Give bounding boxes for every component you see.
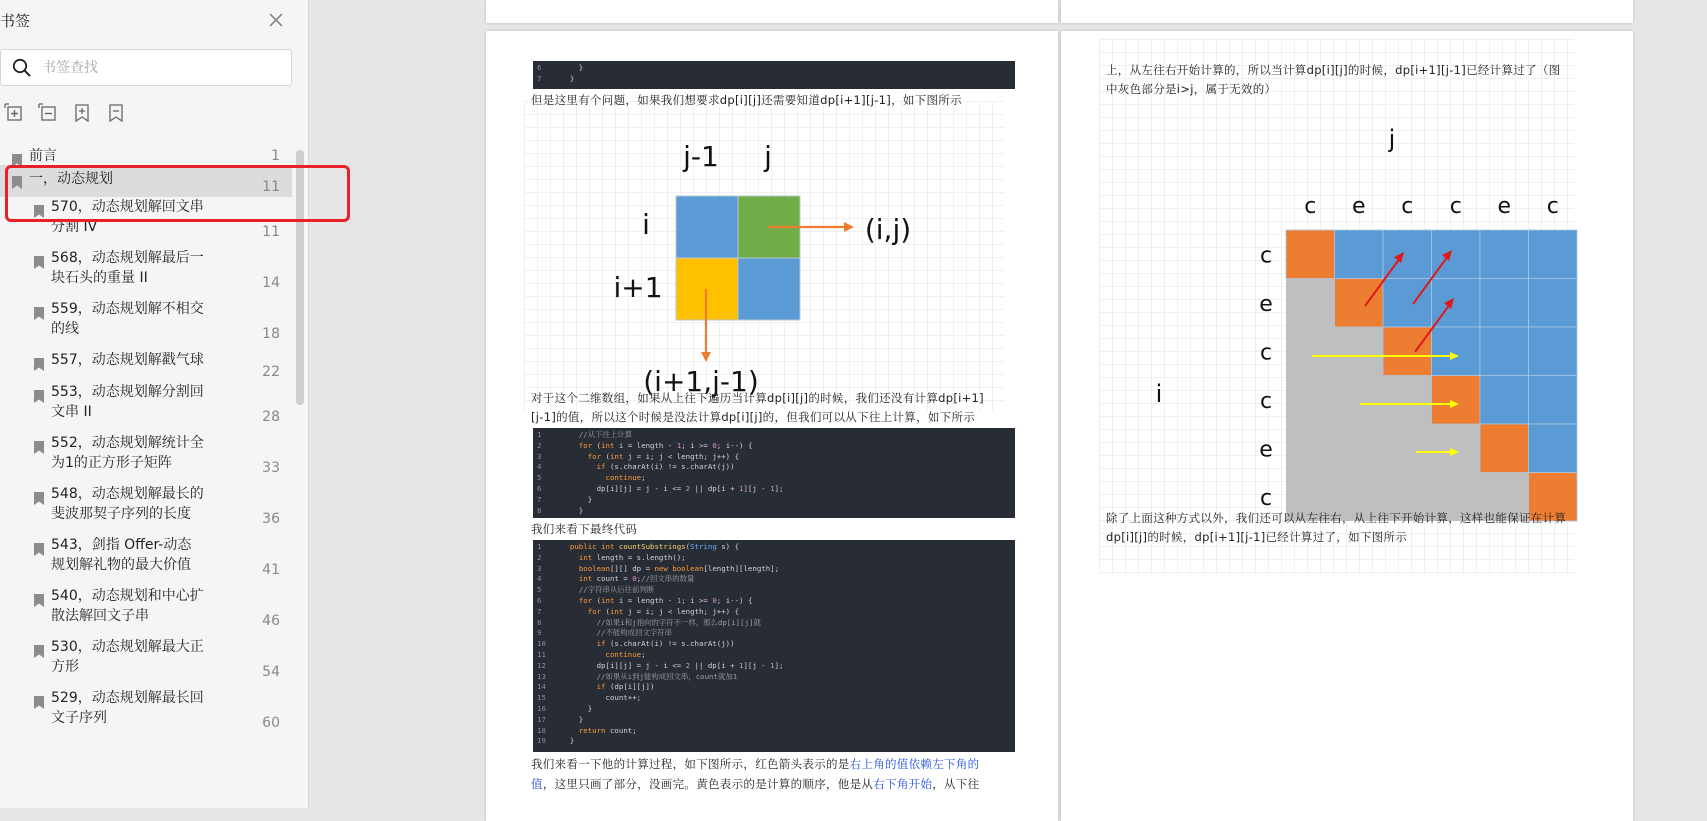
cell-label: (i,j) [864, 213, 912, 246]
code-line: 9 //不能构成回文字符串 [537, 628, 673, 638]
search-icon [12, 58, 32, 78]
code-line: 7 for (int j = i; j < length; j++) { [537, 606, 740, 616]
row-char-label: c [1259, 485, 1273, 511]
paragraph: dp[i][j]的时候，dp[i+1][j-1]已经计算过了，如下图所示 [1106, 530, 1408, 544]
page-previous-right [1061, 0, 1633, 23]
invalid-cell [1286, 376, 1335, 425]
bookmark-label: 568，动态规划解最后一 块石头的重量 II [51, 250, 204, 286]
dp-cell [1480, 230, 1529, 279]
bookmark-page-number: 11 [262, 179, 280, 195]
close-icon[interactable] [267, 11, 285, 29]
bookmark-icon [34, 254, 44, 267]
page-previous-left [486, 0, 1058, 23]
code-line: 18 return count; [537, 725, 637, 735]
bookmark-page-number: 14 [262, 275, 280, 291]
invalid-cell [1335, 376, 1384, 425]
code-line: 14 if (dp[i][j]) [537, 682, 655, 692]
bookmark-page-number: 11 [262, 224, 280, 240]
bookmark-item[interactable] [0, 484, 292, 535]
bookmark-search-input[interactable] [42, 56, 282, 80]
column-char-label: c [1304, 194, 1317, 219]
bookmark-page-number: 33 [262, 460, 280, 476]
column-char-label: c [1449, 194, 1462, 219]
bookmark-label: 529，动态规划解最长回 文子序列 [51, 690, 204, 726]
bookmark-label: 前言 [29, 148, 57, 164]
bookmark-item[interactable] [0, 586, 292, 637]
dp-cell [1383, 279, 1432, 328]
bookmark-label: 559，动态规划解不相交 的线 [51, 301, 204, 337]
column-char-label: e [1497, 194, 1512, 219]
code-line: 16 } [537, 703, 593, 713]
page-left [486, 31, 1058, 821]
dp-cell [1480, 327, 1529, 376]
dp-cell [1529, 230, 1578, 279]
bookmark-page-number: 28 [262, 409, 280, 425]
bookmark-label: 540，动态规划和中心扩 散法解回文子串 [51, 588, 204, 624]
cell-blue [676, 196, 738, 258]
bookmark-label: 553，动态规划解分割回 文串 II [51, 384, 204, 420]
code-line: 4 int count = 0;//回文串的数量 [537, 574, 695, 584]
paragraph: 值，这里只画了部分，没画完。黄色表示的是计算的顺序，他是从右下角开始，从下往 [531, 777, 980, 791]
bookmark-page-number: 22 [262, 364, 280, 380]
column-char-label: c [1401, 194, 1414, 219]
bookmark-label: 一，动态规划 [29, 171, 113, 187]
code-line: 7 } [537, 73, 575, 83]
paragraph: 我们来看下最终代码 [531, 522, 638, 536]
bookmark-page-number: 60 [262, 715, 280, 731]
row-char-label: e [1259, 291, 1273, 317]
invalid-cell [1335, 424, 1384, 473]
diagonal-cell [1335, 279, 1384, 328]
bookmark-label: 548，动态规划解最长的 斐波那契子序列的长度 [51, 486, 204, 522]
dp-table-figure [1141, 121, 1561, 571]
code-line: 3 for (int j = i; j < length; j++) { [537, 451, 740, 461]
column-char-label: c [1546, 194, 1559, 219]
paragraph: 但是这里有个问题，如果我们想要求dp[i][j]还需要知道dp[i+1][j-1]，如下图所示 [531, 93, 962, 107]
code-line: 8 } [537, 505, 584, 515]
col-label: j [764, 140, 772, 173]
bookmark-icon [34, 643, 44, 656]
paragraph: 除了上面这种方式以外，我们还可以从左往右，从上往下开始计算，这样也能保证在计算 [1106, 511, 1567, 525]
dp-cell [1480, 376, 1529, 425]
bookmark-item[interactable] [0, 248, 292, 299]
bookmark-panel [0, 0, 309, 808]
bookmark-icon [12, 174, 22, 187]
bookmark-icon [34, 694, 44, 707]
bookmark-page-number: 1 [271, 148, 280, 164]
code-line: 13 //如果从i到j能构成回文串，count就加1 [537, 671, 738, 681]
invalid-cell [1286, 424, 1335, 473]
code-line: 5 //字符串从后往前判断 [537, 585, 655, 595]
code-line: 1 public int countSubstrings(String s) { [537, 542, 740, 551]
bookmark-item[interactable] [0, 350, 292, 382]
code-line: 1 //从下往上计算 [537, 430, 633, 439]
diagonal-cell [1432, 376, 1481, 425]
code-line: 7 } [537, 494, 593, 504]
dp-cell [1529, 376, 1578, 425]
code-block-iteration [533, 428, 1015, 518]
code-line: 19 } [537, 736, 575, 746]
code-line: 12 dp[i][j] = j - i <= 2 || dp[i + 1][j - 1]; [537, 660, 784, 670]
bookmark-item[interactable] [0, 165, 292, 197]
dp-cell [1529, 279, 1578, 328]
cell-blue [738, 258, 800, 320]
bookmark-icon [34, 439, 44, 452]
invalid-cell [1383, 376, 1432, 425]
code-line: 6 for (int i = length - 1; i >= 0; i--) { [537, 595, 753, 605]
dp-neighbor-figure [613, 109, 912, 399]
code-line: 6 dp[i][j] = j - i <= 2 || dp[i + 1][j - 1]; [537, 483, 784, 493]
add-bookmark-icon[interactable] [72, 103, 92, 123]
bookmark-search-field[interactable] [0, 49, 292, 86]
bookmark-icon [34, 592, 44, 605]
row-char-label: e [1259, 437, 1273, 463]
bookmark-item[interactable] [0, 535, 292, 586]
column-char-label: e [1351, 194, 1366, 219]
bookmark-icon [34, 490, 44, 503]
panel-title: 书签 [0, 12, 31, 30]
dp-cell [1480, 279, 1529, 328]
code-line: 4 if (s.charAt(i) != s.charAt(j)) [537, 462, 735, 472]
bookmark-icon [12, 152, 22, 165]
paragraph: 中灰色部分是i>j，属于无效的） [1106, 82, 1277, 96]
code-line: 3 boolean[][] dp = new boolean[length][length]; [537, 563, 780, 573]
row-label: i+1 [613, 271, 663, 304]
paragraph: 我们来看一下他的计算过程，如下图所示，红色箭头表示的是右上角的值依赖左下角的 [531, 757, 980, 771]
code-line: 17 } [537, 714, 584, 724]
code-line: 11 continue; [537, 649, 646, 659]
code-line: 5 continue; [537, 473, 646, 483]
document-viewer[interactable] [309, 0, 1707, 808]
cell-label: (i+1,j-1) [643, 365, 759, 398]
sidebar-scrollbar[interactable] [296, 150, 304, 405]
bookmark-label: 552，动态规划解统计全 为1的正方形子矩阵 [51, 435, 204, 471]
code-line: 6 } [537, 63, 584, 72]
bookmark-page-number: 36 [262, 511, 280, 527]
bookmark-page-number: 46 [262, 613, 280, 629]
bookmark-icon [34, 388, 44, 401]
invalid-cell [1335, 327, 1384, 376]
dp-cell [1432, 327, 1481, 376]
bookmark-page-number: 54 [262, 664, 280, 680]
bookmark-page-number: 18 [262, 326, 280, 342]
bookmark-icon[interactable] [106, 103, 126, 123]
bookmark-icon [34, 356, 44, 369]
code-line: 2 int length = s.length(); [537, 552, 686, 562]
axis-label: j [1388, 125, 1396, 153]
bookmark-item[interactable] [0, 433, 292, 484]
diagonal-cell [1286, 230, 1335, 279]
invalid-cell [1383, 424, 1432, 473]
dp-cell [1529, 327, 1578, 376]
bookmark-icon [34, 203, 44, 216]
axis-label: i [1155, 380, 1163, 408]
row-char-label: c [1259, 388, 1273, 414]
bookmark-icon [34, 305, 44, 318]
code-line: 2 for (int i = length - 1; i >= 0; i--) { [537, 440, 753, 450]
diagonal-cell [1383, 327, 1432, 376]
bookmark-item[interactable] [0, 688, 292, 739]
invalid-cell [1286, 327, 1335, 376]
paragraph: [j-1]的值，所以这个时候是没法计算dp[i][j]的，但我们可以从下往上计算，如下所示 [531, 410, 976, 424]
col-label: j-1 [683, 140, 719, 173]
bookmark-label: 543，剑指 Offer-动态 规划解礼物的最大价值 [51, 537, 192, 573]
bookmark-icon [34, 541, 44, 554]
code-line: 8 //如果i和j指向的字符不一样，那么dp[i][j]就 [537, 617, 761, 627]
bookmark-item[interactable] [0, 146, 292, 165]
invalid-cell [1286, 279, 1335, 328]
bookmark-item[interactable] [0, 637, 292, 688]
dp-cell [1529, 424, 1578, 473]
diagonal-cell [1480, 424, 1529, 473]
bookmark-label: 570，动态规划解回文串 分割 IV [51, 199, 204, 235]
page-right [1061, 31, 1633, 821]
row-label: i [642, 208, 650, 241]
code-block-top [533, 61, 1015, 89]
paragraph: 上，从左往右开始计算的，所以当计算dp[i][j]的时候，dp[i+1][j-1]已经计算过了（图 [1106, 63, 1561, 77]
row-char-label: c [1259, 340, 1273, 366]
row-char-label: c [1259, 243, 1273, 269]
dp-cell [1432, 230, 1481, 279]
collapse-all-icon[interactable] [38, 103, 58, 123]
bookmark-item[interactable] [0, 382, 292, 433]
paragraph: 对于这个二维数组，如果从上往下遍历当计算dp[i][j]的时候，我们还没有计算dp[i+1] [531, 391, 984, 405]
code-block-final [533, 540, 1015, 752]
code-line: 10 if (s.charAt(i) != s.charAt(j)) [537, 639, 735, 649]
code-line: 15 count++; [537, 693, 642, 703]
bookmark-item[interactable] [0, 197, 292, 248]
dp-cell [1335, 230, 1384, 279]
bookmark-label: 557，动态规划解戳气球 [51, 352, 204, 368]
bookmark-item[interactable] [0, 299, 292, 350]
bookmark-label: 530，动态规划解最大正 方形 [51, 639, 204, 675]
invalid-cell [1432, 424, 1481, 473]
expand-all-icon[interactable] [4, 103, 24, 123]
bookmark-page-number: 41 [262, 562, 280, 578]
